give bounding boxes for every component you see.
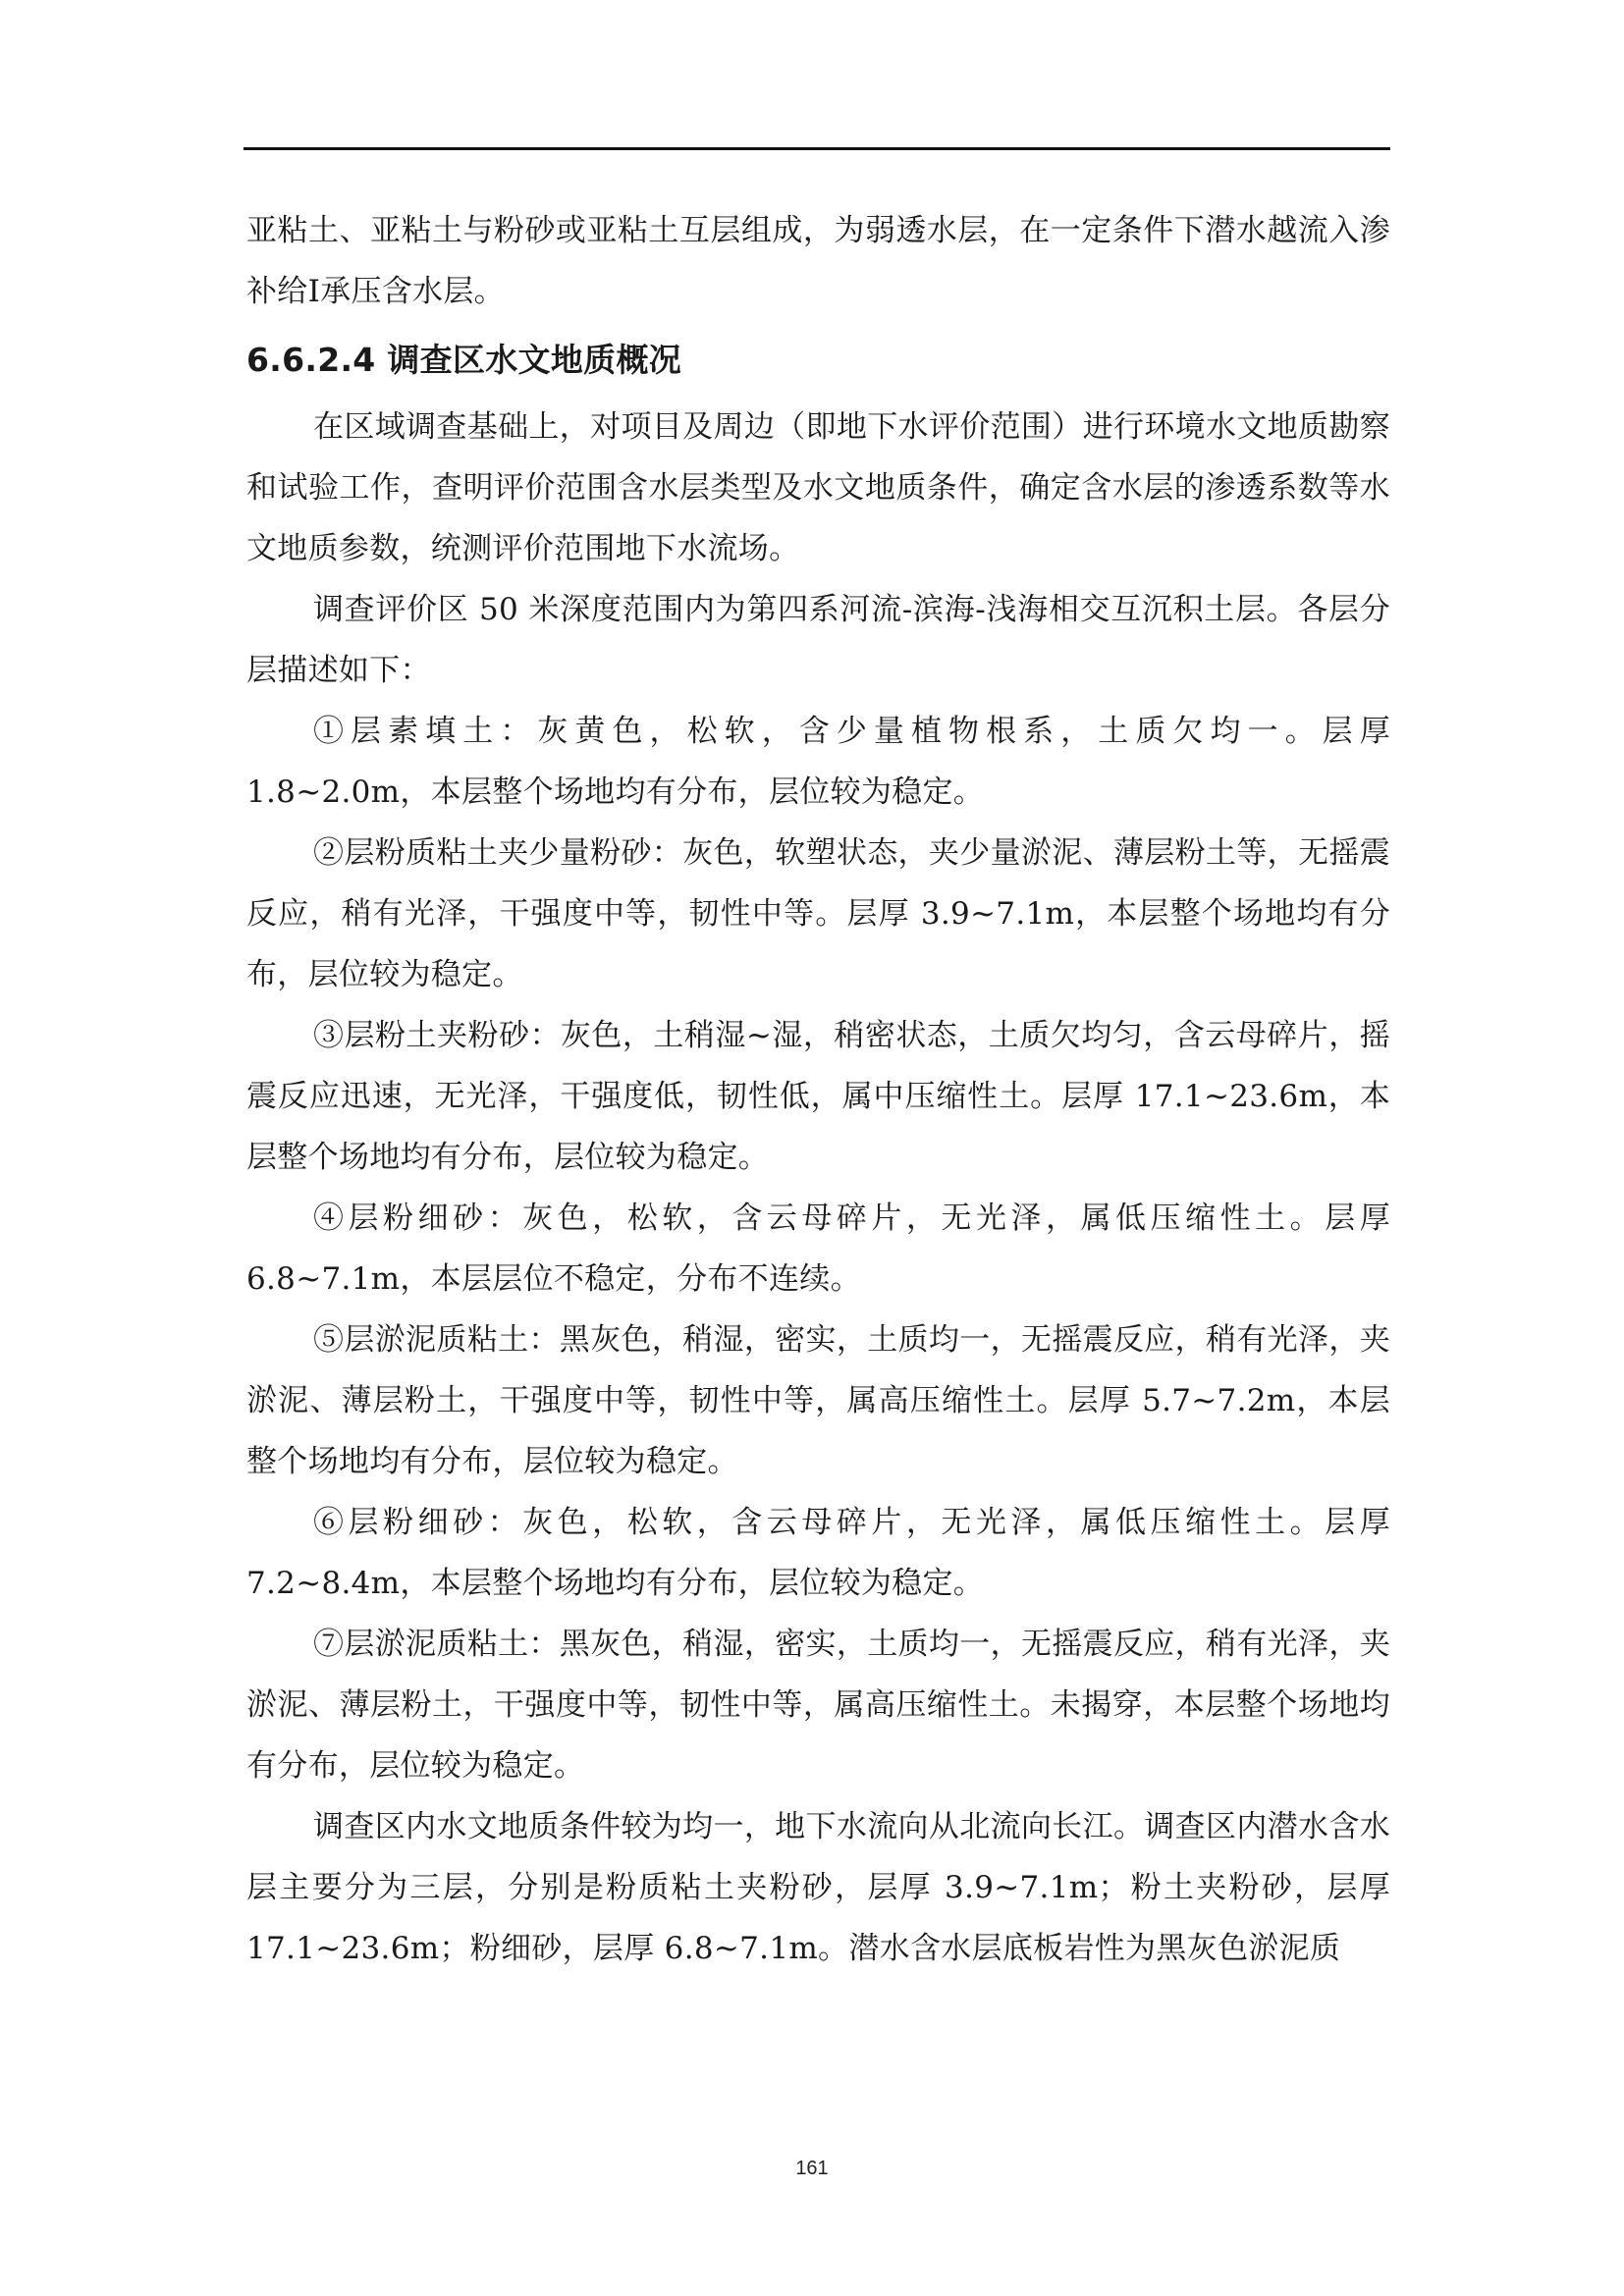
paragraph-layer-6: ⑥层粉细砂：灰色，松软，含云母碎片，无光泽，属低压缩性土。层厚 7.2~8.4m，本层整个场地均有分布，层位较为稳定。 <box>246 1505 1390 1601</box>
paragraph-layers-overview: 调查评价区 50 米深度范围内为第四系河流-滨海-浅海相交互沉积土层。各层分层描述如下： <box>246 592 1390 688</box>
paragraph-layer-7: ⑦层淤泥质粘土：黑灰色，稍湿，密实，土质均一，无摇震反应，稍有光泽，夹淤泥、薄层粉土，干强度中等，韧性中等，属高压缩性土。未揭穿，本层整个场地均有分布，层位较为稳定。 <box>246 1627 1390 1784</box>
page-body <box>246 200 1390 1979</box>
paragraph-layer-3: ③层粉土夹粉砂：灰色，土稍湿~湿，稍密状态，土质欠均匀，含云母碎片，摇震反应迅速，无光泽，干强度低，韧性低，属中压缩性土。层厚 17.1~23.6m，本层整个场地均有分布，层位较为稳定。 <box>246 1018 1390 1175</box>
section-heading: 6.6.2.4 调查区水文地质概况 <box>246 341 682 379</box>
paragraph-layer-5: ⑤层淤泥质粘土：黑灰色，稍湿，密实，土质均一，无摇震反应，稍有光泽，夹淤泥、薄层粉土，干强度中等，韧性中等，属高压缩性土。层厚 5.7~7.2m，本层整个场地均有分布，层位较为稳定。 <box>246 1322 1390 1479</box>
page-number: 161 <box>795 2158 829 2179</box>
continued-paragraph: 亚粘土、亚粘土与粉砂或亚粘土互层组成，为弱透水层，在一定条件下潜水越流入渗补给Ⅰ承压含水层。 <box>246 213 1390 309</box>
paragraph-layer-1: ①层素填土：灰黄色，松软，含少量植物根系，土质欠均一。层厚 1.8~2.0m，本层整个场地均有分布，层位较为稳定。 <box>246 714 1390 810</box>
header-rule <box>244 147 1390 150</box>
paragraph-intro: 在区域调查基础上，对项目及周边（即地下水评价范围）进行环境水文地质勘察和试验工作，查明评价范围含水层类型及水文地质条件，确定含水层的渗透系数等水文地质参数，统测评价范围地下水流场。 <box>246 409 1390 566</box>
paragraph-layer-4: ④层粉细砂：灰色，松软，含云母碎片，无光泽，属低压缩性土。层厚 6.8~7.1m，本层层位不稳定，分布不连续。 <box>246 1201 1390 1297</box>
paragraph-summary: 调查区内水文地质条件较为均一，地下水流向从北流向长江。调查区内潜水含水层主要分为三层，分别是粉质粘土夹粉砂，层厚 3.9~7.1m；粉土夹粉砂，层厚 17.1~23.6m；粉细砂，层厚 6.8~7.1m。潜水含水层底板岩性为黑灰色淤泥质 <box>246 1809 1390 1966</box>
paragraph-layer-2: ②层粉质粘土夹少量粉砂：灰色，软塑状态，夹少量淤泥、薄层粉土等，无摇震反应，稍有光泽，干强度中等，韧性中等。层厚 3.9~7.1m，本层整个场地均有分布，层位较为稳定。 <box>246 835 1390 992</box>
